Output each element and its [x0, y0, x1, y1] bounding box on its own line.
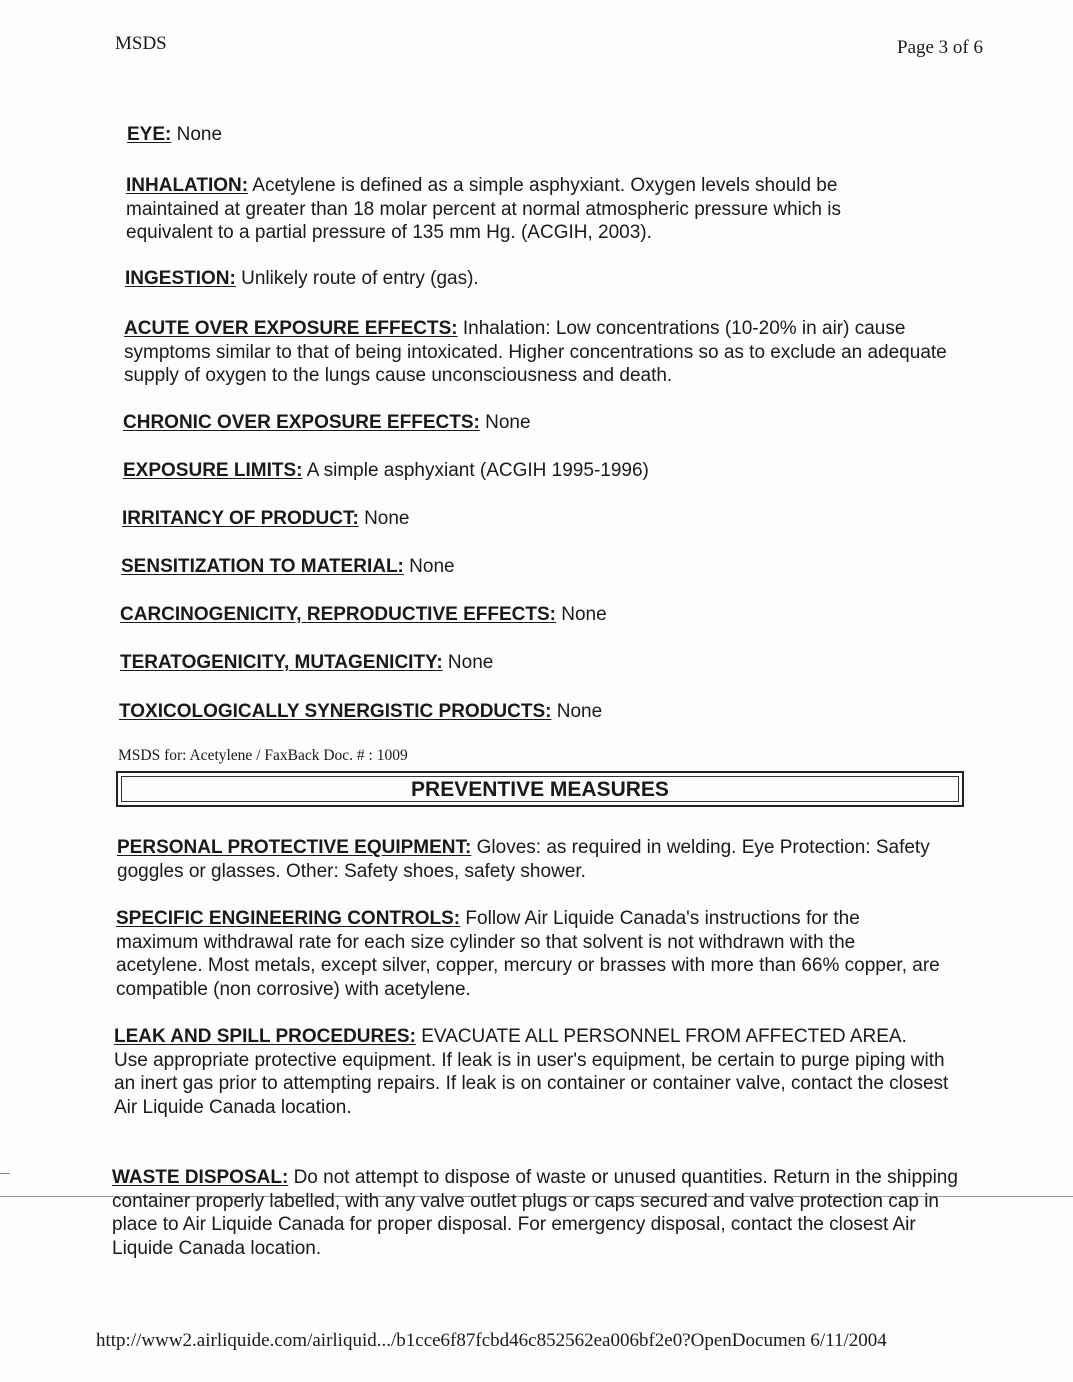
section-label: IRRITANCY OF PRODUCT: — [122, 508, 359, 529]
section-label: EXPOSURE LIMITS: — [123, 460, 303, 481]
header-left: MSDS — [115, 33, 167, 54]
section-chronic-over-exposure — [123, 411, 973, 435]
section-text: Gloves: as required in welding. Eye Protection: Safety goggles or glasses. Other: Safety shoes, safety shower. — [117, 837, 930, 882]
preventive-measures-header-box — [116, 771, 964, 807]
section-text: None — [551, 701, 603, 722]
section-sensitization — [121, 555, 971, 579]
scan-artifact-tick — [0, 1173, 10, 1174]
section-inhalation — [126, 174, 926, 245]
section-text: None — [358, 508, 410, 529]
section-text: Follow Air Liquide Canada's instructions for the maximum withdrawal rate for each size cylinder so that solvent is not withdrawn with the acetylene. Most metals, except silver, copper, mercury or brasses with more than 66% copper, are compatible (non corrosive) with acetylene. — [116, 908, 940, 1000]
section-personal-protective-equipment — [117, 836, 957, 883]
preventive-measures-title: PREVENTIVE MEASURES — [411, 778, 669, 801]
section-text: EVACUATE ALL PERSONNEL FROM AFFECTED AREA. — [415, 1026, 907, 1047]
section-leak-and-spill — [114, 1025, 949, 1119]
document-reference: MSDS for: Acetylene / FaxBack Doc. # : 1009 — [118, 747, 408, 764]
section-label: INHALATION: — [126, 175, 249, 196]
section-ingestion — [125, 267, 925, 291]
section-label: CHRONIC OVER EXPOSURE EFFECTS: — [123, 412, 480, 433]
section-acute-over-exposure — [124, 317, 974, 388]
section-label: INGESTION: — [125, 268, 236, 289]
section-text: A simple asphyxiant (ACGIH 1995-1996) — [302, 460, 649, 481]
section-label: TOXICOLOGICALLY SYNERGISTIC PRODUCTS: — [119, 701, 552, 722]
section-text: Inhalation: Low concentrations (10-20% in air) cause symptoms similar to that of being intoxicated. Higher concentrations so as to exclude an adequate supply of oxygen to the lungs cause unconsciousness and death. — [124, 318, 947, 386]
section-waste-disposal — [112, 1166, 972, 1260]
section-toxicologically-synergistic — [119, 700, 969, 724]
section-eye — [127, 123, 927, 147]
section-label: ACUTE OVER EXPOSURE EFFECTS: — [124, 318, 458, 339]
section-teratogenicity — [120, 651, 970, 675]
section-label: WASTE DISPOSAL: — [112, 1167, 289, 1188]
footer-url-date: http://www2.airliquide.com/airliquid.../b1cce6f87fcbd46c852562ea006bf2e0?OpenDocumen 6/11/2004 — [96, 1330, 887, 1351]
section-text: None — [442, 652, 494, 673]
section-specific-engineering-controls — [116, 907, 946, 1001]
section-label: TERATOGENICITY, MUTAGENICITY: — [120, 652, 443, 673]
section-exposure-limits — [123, 459, 973, 483]
section-label: SPECIFIC ENGINEERING CONTROLS: — [116, 908, 461, 929]
section-text: Unlikely route of entry (gas). — [235, 268, 479, 289]
section-text-continued: Use appropriate protective equipment. If leak is in user's equipment, be certain to purge piping with an inert gas prior to attempting repairs. If leak is on container or container valve, contact the closest Air Liquide Canada location. — [114, 1049, 949, 1118]
section-label: CARCINOGENICITY, REPRODUCTIVE EFFECTS: — [120, 604, 556, 625]
header-right: Page 3 of 6 — [897, 37, 984, 58]
section-text: None — [479, 412, 531, 433]
section-label: SENSITIZATION TO MATERIAL: — [121, 556, 404, 577]
section-carcinogenicity — [120, 603, 970, 627]
section-label: EYE: — [127, 124, 172, 145]
section-text: Do not attempt to dispose of waste or unused quantities. Return in the shipping container properly labelled, with any valve outlet plugs or caps secured and valve protection cap in place to Air Liquide Canada for proper disposal. For emergency disposal, contact the closest Air Liquide Canada location. — [112, 1167, 958, 1259]
section-irritancy — [122, 507, 972, 531]
section-label: PERSONAL PROTECTIVE EQUIPMENT: — [117, 837, 472, 858]
section-text: None — [403, 556, 455, 577]
section-text: None — [555, 604, 607, 625]
section-text: None — [171, 124, 223, 145]
section-text: Acetylene is defined as a simple asphyxiant. Oxygen levels should be maintained at greater than 18 molar percent at normal atmospheric pressure which is equivalent to a partial pressure of 135 mm Hg. (ACGIH, 2003). — [126, 175, 841, 243]
section-label: LEAK AND SPILL PROCEDURES: — [114, 1026, 416, 1047]
